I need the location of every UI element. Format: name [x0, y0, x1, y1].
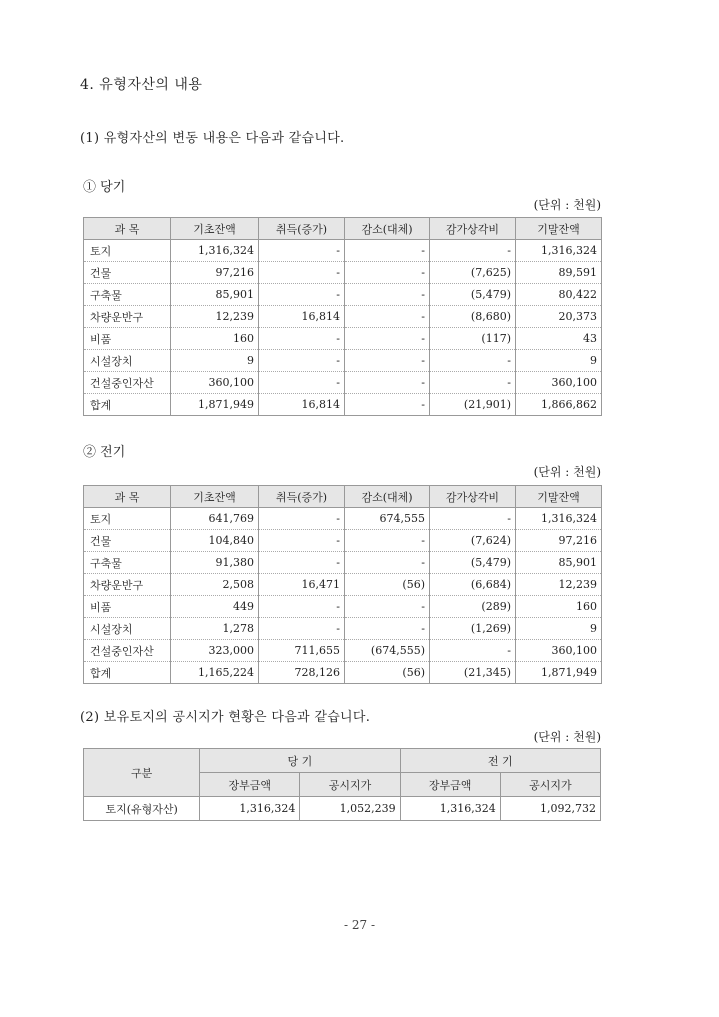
cell-value: 449	[171, 596, 259, 618]
cell-value: -	[430, 508, 516, 530]
cell-value: -	[345, 372, 430, 394]
row-label: 토지(유형자산)	[84, 797, 200, 821]
land-unit-label: (단위 : 천원)	[533, 730, 601, 744]
cell-value: 20,373	[516, 306, 602, 328]
cell-value: 97,216	[516, 530, 602, 552]
cell-value: (7,624)	[430, 530, 516, 552]
cell-value: 160	[171, 328, 259, 350]
cell-value: (117)	[430, 328, 516, 350]
cell-value: 2,508	[171, 574, 259, 596]
section-title: 4. 유형자산의 내용	[80, 77, 203, 93]
cell-value: (56)	[345, 574, 430, 596]
cell-value: 12,239	[171, 306, 259, 328]
cell-value: -	[345, 306, 430, 328]
row-label: 차량운반구	[84, 306, 171, 328]
cell-value: 323,000	[171, 640, 259, 662]
cell-value: -	[259, 618, 345, 640]
cell-value: 360,100	[171, 372, 259, 394]
table-row	[84, 530, 602, 552]
row-label: 건설중인자산	[84, 640, 171, 662]
cell-value: 9	[516, 350, 602, 372]
column-header: 과 목	[84, 486, 171, 508]
cell-value: -	[259, 596, 345, 618]
cell-value: (21,901)	[430, 394, 516, 416]
cell-value: 1,316,324	[516, 240, 602, 262]
cell-value: -	[345, 284, 430, 306]
cell-value: 1,866,862	[516, 394, 602, 416]
cell-value: 91,380	[171, 552, 259, 574]
cell-value: (289)	[430, 596, 516, 618]
row-label: 비품	[84, 328, 171, 350]
header-official-price: 공시지가	[500, 773, 600, 797]
row-label: 합계	[84, 394, 171, 416]
cell-value: 728,126	[259, 662, 345, 684]
cell-value: (56)	[345, 662, 430, 684]
current-period-table	[83, 217, 602, 416]
cell-value: (674,555)	[345, 640, 430, 662]
row-label: 구축물	[84, 284, 171, 306]
row-label: 건물	[84, 530, 171, 552]
cell-value: -	[259, 328, 345, 350]
cell-value: -	[345, 240, 430, 262]
cell-value: (1,269)	[430, 618, 516, 640]
subsection-title-changes: (1) 유형자산의 변동 내용은 다음과 같습니다.	[80, 131, 345, 146]
cell-value: 674,555	[345, 508, 430, 530]
table-row	[84, 508, 602, 530]
row-label: 차량운반구	[84, 574, 171, 596]
cell-value: 1,278	[171, 618, 259, 640]
table-row	[84, 574, 602, 596]
cell-value: 89,591	[516, 262, 602, 284]
cell-value: 16,471	[259, 574, 345, 596]
cell-value: -	[345, 328, 430, 350]
cell-value: -	[345, 394, 430, 416]
cell-value: 9	[171, 350, 259, 372]
header-official-price: 공시지가	[300, 773, 400, 797]
cell-value: 80,422	[516, 284, 602, 306]
cell-value: 85,901	[171, 284, 259, 306]
column-header: 과 목	[84, 218, 171, 240]
column-header: 취득(증가)	[259, 486, 345, 508]
cell-value: -	[430, 640, 516, 662]
cell-value: 360,100	[516, 640, 602, 662]
table-row	[84, 328, 602, 350]
header-book-value: 장부금액	[200, 773, 300, 797]
cell-value: -	[345, 596, 430, 618]
cell-value: 360,100	[516, 372, 602, 394]
prior-period-label: ② 전기	[83, 445, 126, 460]
table-row	[84, 350, 602, 372]
cell-value: -	[345, 350, 430, 372]
cell-value: 1,871,949	[516, 662, 602, 684]
table-row	[84, 797, 601, 821]
row-label: 건물	[84, 262, 171, 284]
cell-value: 16,814	[259, 306, 345, 328]
column-header: 감가상각비	[430, 486, 516, 508]
table-row	[84, 596, 602, 618]
cell-value: -	[430, 350, 516, 372]
cell-value: (7,625)	[430, 262, 516, 284]
cell-value: 1,871,949	[171, 394, 259, 416]
cell-value: 1,092,732	[500, 797, 600, 821]
cell-value: -	[345, 262, 430, 284]
cell-value: 85,901	[516, 552, 602, 574]
page-number: - 27 -	[343, 918, 375, 932]
table-row	[84, 306, 602, 328]
cell-value: (5,479)	[430, 284, 516, 306]
cell-value: -	[430, 240, 516, 262]
row-label: 건설중인자산	[84, 372, 171, 394]
cell-value: 9	[516, 618, 602, 640]
cell-value: 1,316,324	[171, 240, 259, 262]
prior-unit-label: (단위 : 천원)	[533, 465, 601, 479]
header-gubun: 구분	[84, 749, 200, 797]
row-label: 비품	[84, 596, 171, 618]
cell-value: -	[345, 618, 430, 640]
prior-period-table	[83, 485, 602, 684]
cell-value: -	[259, 508, 345, 530]
cell-value: -	[259, 240, 345, 262]
table-row	[84, 662, 602, 684]
table-row	[84, 640, 602, 662]
cell-value: (8,680)	[430, 306, 516, 328]
cell-value: -	[259, 372, 345, 394]
cell-value: 711,655	[259, 640, 345, 662]
column-header: 감소(대체)	[345, 218, 430, 240]
current-period-label: ① 당기	[83, 180, 126, 195]
cell-value: -	[345, 530, 430, 552]
cell-value: -	[259, 284, 345, 306]
cell-value: 1,316,324	[200, 797, 300, 821]
row-label: 합계	[84, 662, 171, 684]
table-row	[84, 618, 602, 640]
table-row	[84, 284, 602, 306]
header-current: 당 기	[200, 749, 400, 773]
column-header: 취득(증가)	[259, 218, 345, 240]
cell-value: 16,814	[259, 394, 345, 416]
cell-value: 43	[516, 328, 602, 350]
land-table	[83, 748, 601, 821]
subsection-title-land: (2) 보유토지의 공시지가 현황은 다음과 같습니다.	[80, 710, 371, 725]
cell-value: 1,316,324	[400, 797, 500, 821]
cell-value: -	[259, 552, 345, 574]
cell-value: -	[259, 262, 345, 284]
row-label: 토지	[84, 240, 171, 262]
header-book-value: 장부금액	[400, 773, 500, 797]
cell-value: (21,345)	[430, 662, 516, 684]
row-label: 시설장치	[84, 350, 171, 372]
cell-value: -	[259, 350, 345, 372]
table-row	[84, 394, 602, 416]
table-row	[84, 240, 602, 262]
cell-value: -	[259, 530, 345, 552]
cell-value: -	[430, 372, 516, 394]
table-row	[84, 552, 602, 574]
cell-value: (6,684)	[430, 574, 516, 596]
cell-value: 97,216	[171, 262, 259, 284]
header-prior: 전 기	[400, 749, 600, 773]
cell-value: 1,316,324	[516, 508, 602, 530]
cell-value: -	[345, 552, 430, 574]
column-header: 감소(대체)	[345, 486, 430, 508]
cell-value: 12,239	[516, 574, 602, 596]
table-header-row	[84, 486, 602, 508]
cell-value: 1,165,224	[171, 662, 259, 684]
table-header-row	[84, 218, 602, 240]
table-row	[84, 262, 602, 284]
cell-value: 641,769	[171, 508, 259, 530]
column-header: 기말잔액	[516, 218, 602, 240]
column-header: 기초잔액	[171, 486, 259, 508]
row-label: 토지	[84, 508, 171, 530]
cell-value: 160	[516, 596, 602, 618]
cell-value: 1,052,239	[300, 797, 400, 821]
cell-value: (5,479)	[430, 552, 516, 574]
table-row	[84, 372, 602, 394]
row-label: 시설장치	[84, 618, 171, 640]
column-header: 기초잔액	[171, 218, 259, 240]
current-unit-label: (단위 : 천원)	[533, 198, 601, 212]
column-header: 기말잔액	[516, 486, 602, 508]
row-label: 구축물	[84, 552, 171, 574]
column-header: 감가상각비	[430, 218, 516, 240]
cell-value: 104,840	[171, 530, 259, 552]
